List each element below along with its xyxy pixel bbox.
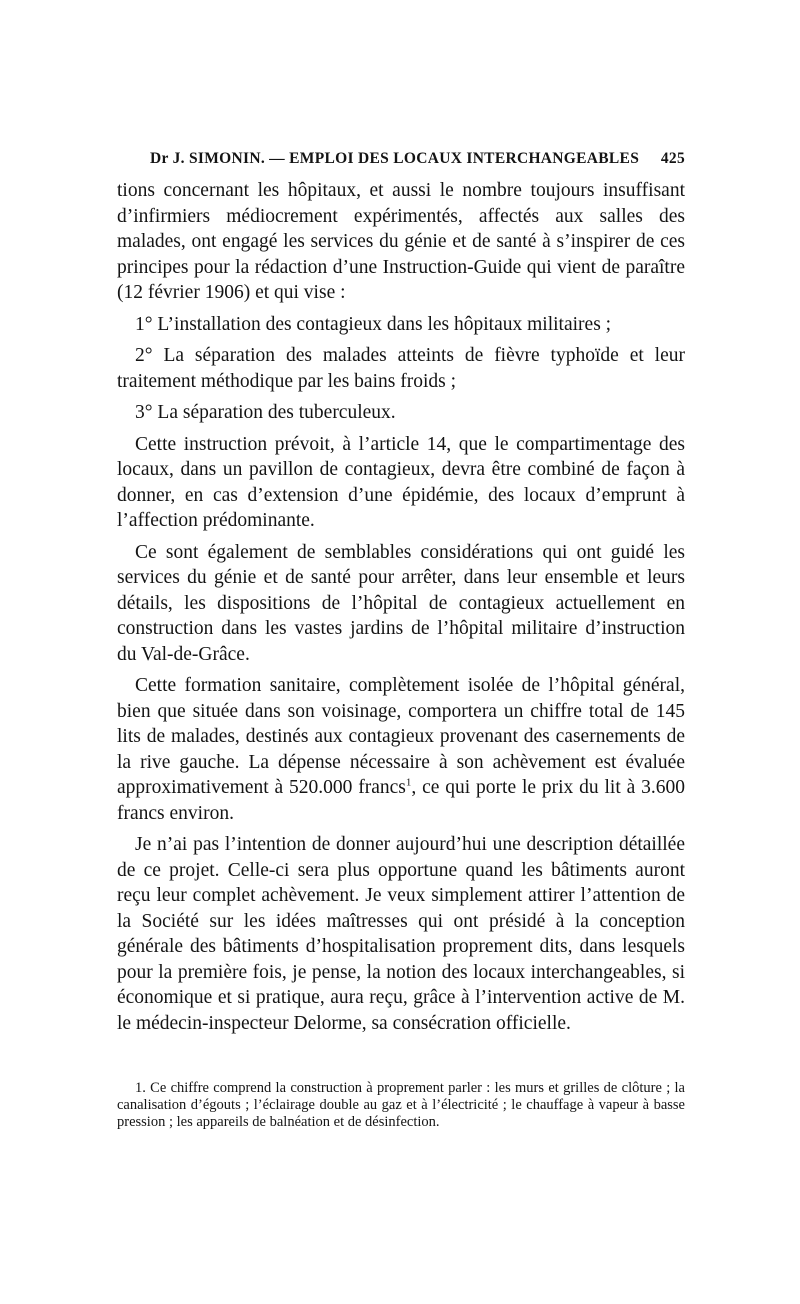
footnote-text: 1. Ce chiffre comprend la construction à proprement parler : les murs et grilles de clôture ; la canalisation d’égouts ; l’éclairage double au gaz et à l’électricité ; le chauffage à vapeur à basse pression ; les appareils de balnéation et de désinfection. [117,1080,685,1130]
list-item-contagious: 1° L’installation des contagieux dans les hôpitaux militaires ; [135,313,612,335]
body-text [117,178,685,1042]
paragraph-project: Je n’ai pas l’intention de donner aujourd’hui une description détaillée de ce projet. Celle-ci sera plus opportune quand les bâtiments auront reçu leur complet achèvement. Je veux simplement attirer l’attention de la Société sur les idées maîtresses qui ont présidé à la conception générale des bâtiments d’hospitalisation proprement dits, dans lesquels pour la première fois, je pense, la notion des locaux interchangeables, si économique et si pratique, aura reçu, grâce à l’intervention active de M. le médecin-inspecteur Delorme, sa consécration officielle. [117,834,685,1034]
paragraph-continuation: tions concernant les hôpitaux, et aussi le nombre toujours insuffisant d’infirmiers médiocrement expérimentés, affectés aux salles des malades, ont engagé les services du génie et de santé à s’inspirer de ces principes pour la rédaction d’une Instruction-Guide qui vient de paraître (12 février 1906) et qui vise : [117,180,685,303]
running-title: Dr J. SIMONIN. — EMPLOI DES LOCAUX INTERCHANGEABLES [150,150,640,167]
paragraph-formation [117,673,685,826]
paragraph-val-de-grace: Ce sont également de semblables considérations qui ont guidé les services du génie et de santé pour arrêter, dans leur ensemble et leurs détails, les dispositions de l’hôpital de contagieux actuellement en construction dans les vastes jardins de l’hôpital militaire d’instruction du Val-de-Grâce. [117,541,685,665]
footnote [117,1080,685,1131]
list-item-typhoid: 2° La séparation des malades atteints de fièvre typhoïde et leur traitement méthodique par les bains froids ; [117,345,685,392]
paragraph-instruction: Cette instruction prévoit, à l’article 14, que le compartimentage des locaux, dans un pavillon de contagieux, devra être combiné de façon à donner, en cas d’extension d’une épidémie, des locaux d’emprunt à l’affection prédominante. [117,433,685,531]
page-number: 425 [660,150,685,167]
list-item-tuberculosis: 3° La séparation des tuberculeux. [135,402,396,423]
footnote-reference[interactable]: 1 [405,776,412,789]
paragraph-formation-tail: , ce qui porte le prix du lit à 3.600 francs environ. [117,777,685,824]
paragraph-formation-text: Cette formation sanitaire, complètement isolée de l’hôpital général, bien que située dans son voisinage, comportera un chiffre total de 145 lits de malades, destinés aux contagieux provenant des casernements de la rive gauche. La dépense nécessaire à son achèvement est évaluée approximativement à 520.000 francs [117,675,685,798]
page-header [150,150,685,168]
